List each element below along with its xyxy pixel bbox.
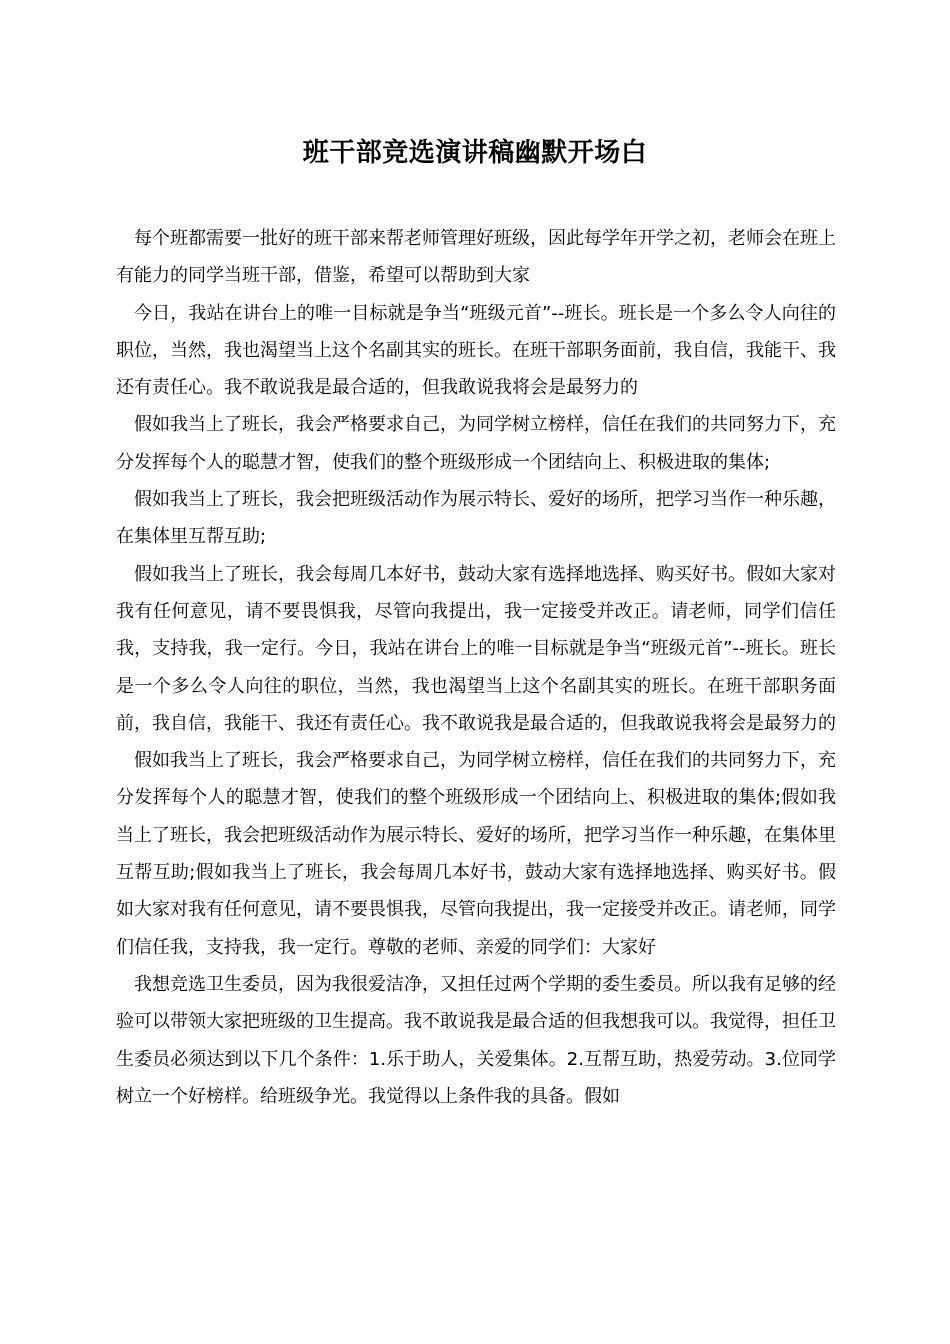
paragraph: 假如我当上了班长，我会每周几本好书，鼓动大家有选择地选择、购买好书。假如大家对我有任何意见，请不要畏惧我，尽管向我提出，我一定接受并改正。请老师，同学们信任我，支持我，我一定行。今日，我站在讲台上的唯一目标就是争当“班级元首”--班长。班长是一个多么令人向往的职位，当然，我也渴望当上这个名副其实的班长。在班干部职务面前，我自信，我能干、我还有责任心。我不敢说我是最合适的，但我敢说我将会是最努力的 <box>116 563 836 734</box>
paragraph: 今日，我站在讲台上的唯一目标就是争当“班级元首”--班长。班长是一个多么令人向往的职位，当然，我也渴望当上这个名副其实的班长。在班干部职务面前，我自信，我能干、我还有责任心。我不敢说我是最合适的，但我敢说我将会是最努力的 <box>116 302 836 399</box>
paragraph: 假如我当上了班长，我会严格要求自己，为同学树立榜样，信任在我们的共同努力下，充分发挥每个人的聪慧才智，使我们的整个班级形成一个团结向上、积极进取的集体; <box>116 414 836 473</box>
paragraph-intro: 每个班都需要一批好的班干部来帮老师管理好班级，因此每学年开学之初，老师会在班上有能力的同学当班干部，借鉴，希望可以帮助到大家 <box>116 228 836 287</box>
paragraph: 假如我当上了班长，我会把班级活动作为展示特长、爱好的场所，把学习当作一种乐趣，在集体里互帮互助; <box>116 489 836 548</box>
paragraph: 假如我当上了班长，我会严格要求自己，为同学树立榜样，信任在我们的共同努力下，充分发挥每个人的聪慧才智，使我们的整个班级形成一个团结向上、积极进取的集体;假如我当上了班长，我会把班级活动作为展示特长、爱好的场所，把学习当作一种乐趣，在集体里互帮互助;假如我当上了班长，我会每周几本好书，鼓动大家有选择地选择、购买好书。假如大家对我有任何意见，请不要畏惧我，尽管向我提出，我一定接受并改正。请老师，同学们信任我，支持我，我一定行。尊敬的老师、亲爱的同学们：大家好 <box>116 750 836 958</box>
paragraph: 我想竞选卫生委员，因为我很爱洁净，又担任过两个学期的委生委员。所以我有足够的经验可以带领大家把班级的卫生提高。我不敢说我是最合适的但我想我可以。我觉得，担任卫生委员必须达到以下几个条件：1.乐于助人，关爱集体。2.互帮互助，热爱劳动。3.位同学树立一个好榜样。给班级争光。我觉得以上条件我的具备。假如 <box>116 973 836 1107</box>
document-body <box>116 220 836 1115</box>
document-title: 班干部竞选演讲稿幽默开场白 <box>302 138 648 168</box>
